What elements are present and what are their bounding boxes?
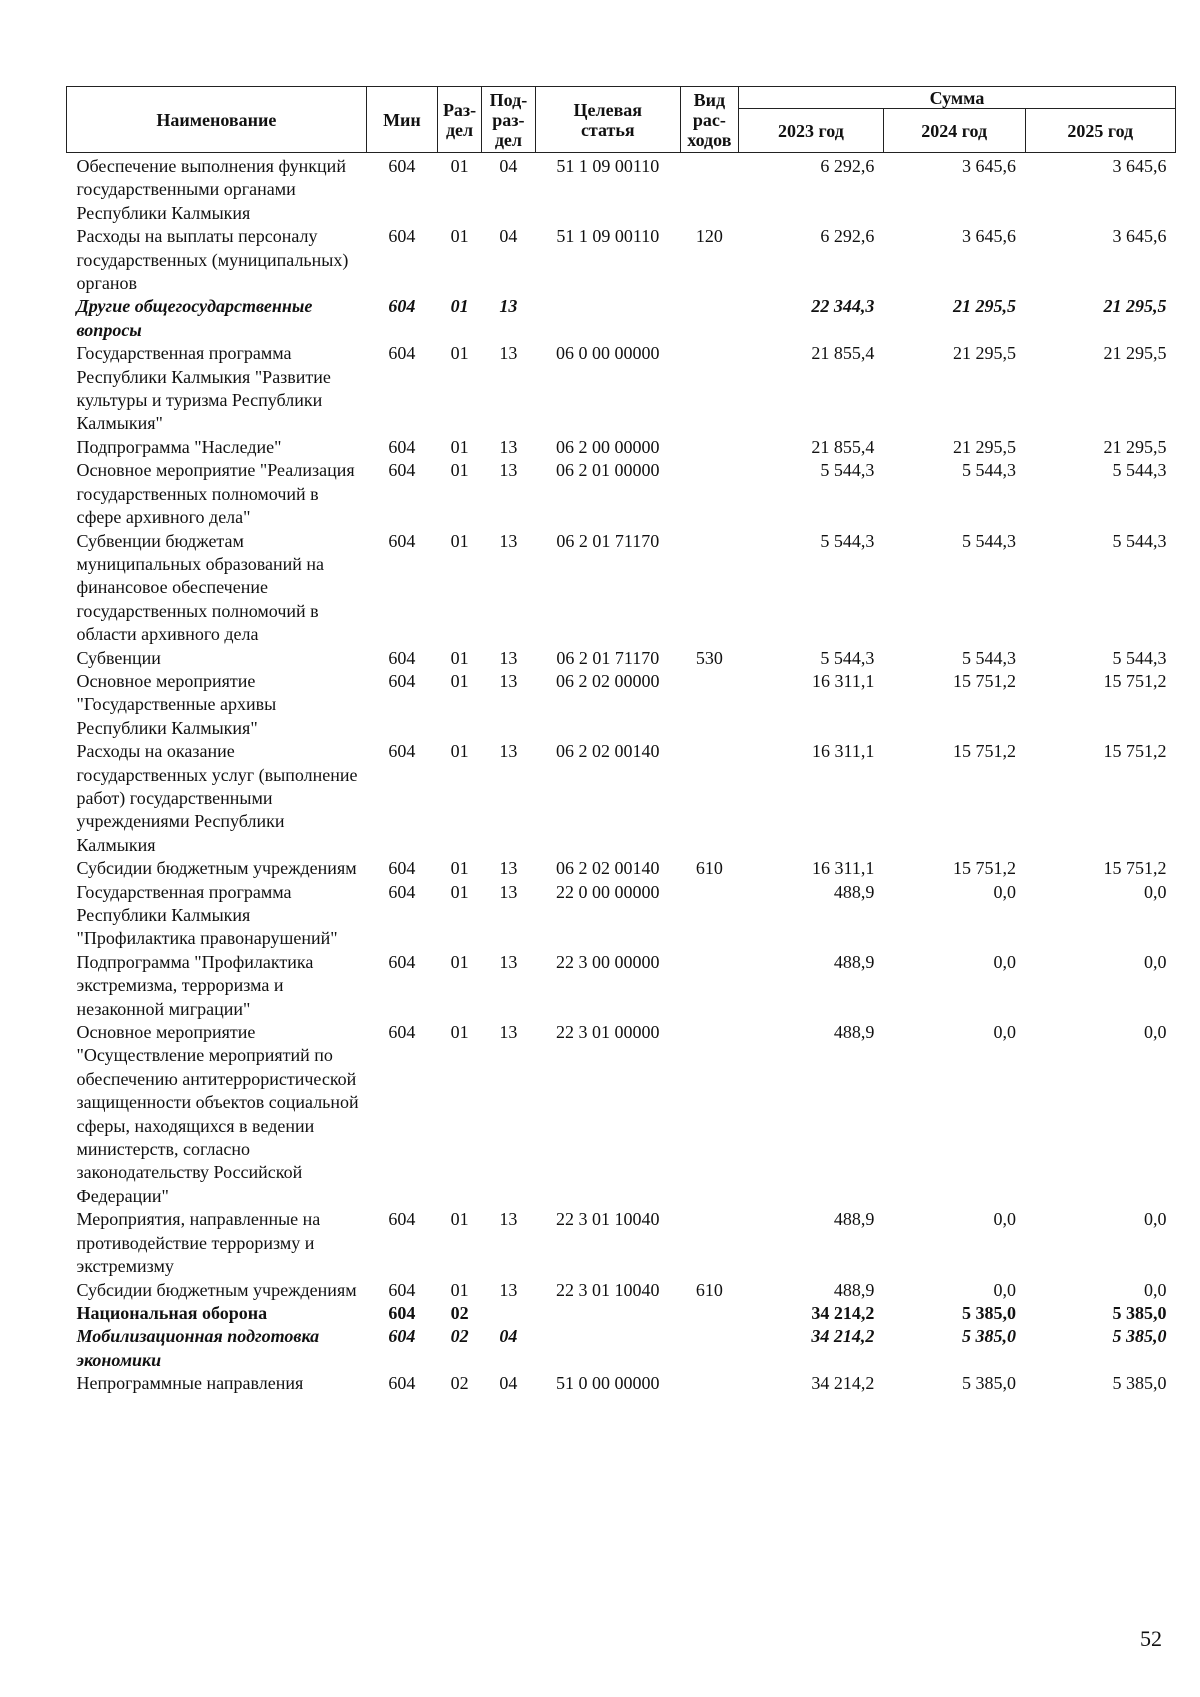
table-header	[67, 87, 1176, 153]
row-sum-2024: 0,0	[993, 881, 1017, 902]
row-sum-2025: 15 751,2	[1103, 858, 1167, 879]
row-razdel: 02	[450, 1326, 469, 1347]
row-vid: 120	[695, 226, 723, 247]
row-vid	[680, 951, 738, 1021]
row-sum-2023: 34 214,2	[811, 1326, 875, 1347]
row-sum-2024: 15 751,2	[953, 670, 1017, 691]
row-sum-2023: 5 544,3	[820, 647, 875, 668]
row-podrazdel: 13	[499, 858, 518, 879]
row-sum-2023: 5 544,3	[820, 530, 875, 551]
row-sum-2025: 3 645,6	[1112, 226, 1167, 247]
row-sum-2025: 5 385,0	[1112, 1326, 1167, 1347]
row-vid: 610	[695, 1279, 723, 1300]
row-sum-2024: 5 385,0	[962, 1326, 1017, 1347]
row-sum-2024: 5 544,3	[962, 647, 1017, 668]
row-name: Непрограммные направления	[76, 1373, 304, 1394]
table-row	[67, 153, 1176, 226]
row-name: Мероприятия, направленные на противодействие терроризму и экстремизму	[76, 1209, 321, 1277]
row-sum-2024: 21 295,5	[953, 343, 1017, 364]
row-vid	[680, 1372, 738, 1395]
row-article	[535, 1325, 680, 1372]
row-sum-2025: 5 385,0	[1112, 1302, 1167, 1323]
row-name: Другие общегосударственные вопросы	[76, 296, 313, 340]
table-row	[67, 1325, 1176, 1372]
row-article: 22 3 01 00000	[556, 1022, 660, 1043]
row-sum-2025: 0,0	[1144, 1022, 1167, 1043]
row-razdel: 01	[450, 436, 469, 457]
row-sum-2025: 0,0	[1144, 881, 1167, 902]
row-podrazdel	[482, 1302, 536, 1325]
row-razdel: 01	[450, 951, 469, 972]
row-name: Расходы на выплаты персоналу государственных (муниципальных) органов	[76, 226, 349, 294]
row-min: 604	[388, 436, 416, 457]
row-razdel: 01	[450, 156, 469, 176]
row-min: 604	[388, 530, 416, 551]
row-min: 604	[388, 460, 416, 481]
row-sum-2024: 15 751,2	[953, 741, 1017, 762]
row-min: 604	[388, 296, 416, 317]
row-vid	[680, 436, 738, 459]
row-min: 604	[388, 1373, 416, 1394]
row-name: Мобилизационная подготовка экономики	[76, 1326, 320, 1370]
header-razdel: Раз- дел	[438, 87, 482, 153]
row-vid	[680, 881, 738, 951]
row-podrazdel: 13	[499, 741, 518, 762]
table-row	[67, 857, 1176, 880]
table-row	[67, 1208, 1176, 1278]
budget-table	[66, 86, 1176, 1396]
row-razdel: 01	[450, 670, 469, 691]
row-razdel: 01	[450, 343, 469, 364]
row-article: 06 2 02 00140	[556, 858, 660, 879]
row-sum-2023: 488,9	[833, 1022, 875, 1043]
row-name: Основное мероприятие "Реализация государственных полномочий в сфере архивного дела"	[76, 460, 355, 528]
row-razdel: 01	[450, 1209, 469, 1230]
row-razdel: 01	[450, 530, 469, 551]
row-vid	[680, 1325, 738, 1372]
row-razdel: 01	[450, 226, 469, 247]
row-sum-2023: 21 855,4	[811, 343, 875, 364]
row-sum-2025: 5 544,3	[1112, 530, 1167, 551]
row-name: Государственная программа Республики Калмыкия "Развитие культуры и туризма Республики Калмыкия"	[76, 343, 331, 434]
row-article: 22 0 00 00000	[556, 881, 660, 902]
row-sum-2023: 22 344,3	[811, 296, 875, 317]
row-vid	[680, 153, 738, 226]
row-vid: 530	[695, 647, 723, 668]
page-number: 52	[1140, 1626, 1162, 1651]
row-sum-2023: 6 292,6	[820, 156, 875, 176]
row-podrazdel: 13	[499, 460, 518, 481]
row-sum-2025: 0,0	[1144, 951, 1167, 972]
row-podrazdel: 13	[499, 1022, 518, 1043]
row-sum-2023: 488,9	[833, 881, 875, 902]
row-min: 604	[388, 670, 416, 691]
table-row	[67, 1372, 1176, 1395]
row-sum-2025: 15 751,2	[1103, 741, 1167, 762]
row-sum-2023: 34 214,2	[811, 1373, 875, 1394]
row-podrazdel: 04	[499, 1373, 518, 1394]
row-razdel: 01	[450, 647, 469, 668]
row-podrazdel: 13	[499, 951, 518, 972]
row-sum-2025: 15 751,2	[1103, 670, 1167, 691]
table-row	[67, 342, 1176, 436]
row-podrazdel: 13	[499, 530, 518, 551]
row-sum-2024: 21 295,5	[953, 436, 1017, 457]
row-name: Подпрограмма "Профилактика экстремизма, терроризма и незаконной миграции"	[76, 951, 314, 1019]
row-article: 22 3 01 10040	[556, 1209, 660, 1230]
row-razdel: 01	[450, 1022, 469, 1043]
row-article	[535, 1302, 680, 1325]
row-sum-2023: 6 292,6	[820, 226, 875, 247]
header-2025: 2025 год	[1025, 109, 1175, 153]
row-sum-2025: 3 645,6	[1112, 156, 1167, 176]
row-name: Государственная программа Республики Калмыкия "Профилактика правонарушений"	[76, 881, 338, 949]
table-row	[67, 459, 1176, 529]
row-razdel: 01	[450, 1279, 469, 1300]
table-row	[67, 1021, 1176, 1208]
header-podrazdel: Под- раз- дел	[482, 87, 536, 153]
row-min: 604	[388, 1209, 416, 1230]
row-sum-2025: 5 385,0	[1112, 1373, 1167, 1394]
row-name: Расходы на оказание государственных услуг (выполнение работ) государственными учреждениями Республики Калмыкия	[76, 741, 358, 855]
row-sum-2025: 5 544,3	[1112, 460, 1167, 481]
row-razdel: 01	[450, 881, 469, 902]
header-article: Целевая статья	[535, 87, 680, 153]
row-podrazdel: 04	[499, 226, 518, 247]
row-min: 604	[388, 1302, 416, 1323]
row-podrazdel: 13	[499, 343, 518, 364]
row-article	[535, 295, 680, 342]
row-name: Национальная оборона	[76, 1302, 268, 1323]
header-summa: Сумма	[738, 87, 1175, 109]
row-sum-2023: 488,9	[833, 951, 875, 972]
row-sum-2023: 16 311,1	[812, 670, 875, 691]
row-sum-2024: 0,0	[993, 1209, 1017, 1230]
row-min: 604	[388, 156, 416, 176]
row-podrazdel: 04	[499, 156, 518, 176]
header-2024: 2024 год	[883, 109, 1025, 153]
row-sum-2024: 5 544,3	[962, 460, 1017, 481]
row-name: Обеспечение выполнения функций государственными органами Республики Калмыкия	[76, 156, 346, 223]
row-min: 604	[388, 741, 416, 762]
row-min: 604	[388, 881, 416, 902]
row-article: 51 0 00 00000	[556, 1373, 660, 1394]
row-sum-2025: 21 295,5	[1103, 296, 1167, 317]
row-sum-2023: 488,9	[833, 1279, 875, 1300]
row-podrazdel: 13	[499, 436, 518, 457]
row-article: 51 1 09 00110	[556, 156, 660, 176]
row-article: 22 3 00 00000	[556, 951, 660, 972]
row-vid	[680, 459, 738, 529]
table-row	[67, 670, 1176, 740]
row-razdel: 01	[450, 741, 469, 762]
row-min: 604	[388, 226, 416, 247]
row-podrazdel: 13	[499, 881, 518, 902]
row-article: 51 1 09 00110	[556, 226, 660, 247]
row-vid	[680, 1302, 738, 1325]
row-article: 06 2 02 00000	[556, 670, 660, 691]
row-article: 06 2 01 71170	[556, 647, 660, 668]
row-vid	[680, 530, 738, 647]
row-name: Основное мероприятие "Осуществление мероприятий по обеспечению антитеррористической защищенности объектов социальной сферы, находящихся в ведении министерств, согласно законодательству Российской Федерации"	[76, 1022, 359, 1206]
row-min: 604	[388, 1326, 416, 1347]
row-article: 06 2 01 71170	[556, 530, 660, 551]
row-vid	[680, 1021, 738, 1208]
row-razdel: 01	[450, 858, 469, 879]
row-sum-2025: 0,0	[1144, 1209, 1167, 1230]
header-name: Наименование	[67, 87, 367, 153]
row-min: 604	[388, 1279, 416, 1300]
row-podrazdel: 04	[499, 1326, 518, 1347]
row-name: Подпрограмма "Наследие"	[76, 436, 282, 457]
row-sum-2023: 21 855,4	[811, 436, 875, 457]
row-razdel: 01	[450, 296, 469, 317]
row-sum-2025: 5 544,3	[1112, 647, 1167, 668]
row-article: 22 3 01 10040	[556, 1279, 660, 1300]
row-sum-2024: 0,0	[993, 951, 1017, 972]
row-min: 604	[388, 647, 416, 668]
row-article: 06 0 00 00000	[556, 343, 660, 364]
row-vid	[680, 342, 738, 436]
row-vid	[680, 740, 738, 857]
row-sum-2023: 5 544,3	[820, 460, 875, 481]
row-razdel: 02	[450, 1373, 469, 1394]
row-podrazdel: 13	[499, 670, 518, 691]
row-article: 06 2 00 00000	[556, 436, 660, 457]
row-min: 604	[388, 343, 416, 364]
row-sum-2025: 0,0	[1144, 1279, 1167, 1300]
row-sum-2024: 21 295,5	[953, 296, 1017, 317]
row-sum-2025: 21 295,5	[1103, 436, 1167, 457]
row-vid: 610	[695, 858, 723, 879]
row-vid	[680, 670, 738, 740]
table-row	[67, 295, 1176, 342]
row-min: 604	[388, 951, 416, 972]
row-article: 06 2 02 00140	[556, 741, 660, 762]
row-name: Основное мероприятие "Государственные архивы Республики Калмыкия"	[76, 670, 277, 738]
row-sum-2024: 0,0	[993, 1279, 1017, 1300]
table-row	[67, 225, 1176, 295]
table-row	[67, 881, 1176, 951]
row-vid	[680, 1208, 738, 1278]
table-row	[67, 740, 1176, 857]
row-sum-2023: 16 311,1	[812, 741, 875, 762]
row-sum-2024: 5 385,0	[962, 1373, 1017, 1394]
table-row	[67, 1279, 1176, 1302]
row-vid	[680, 295, 738, 342]
row-name: Субсидии бюджетным учреждениям	[76, 1279, 357, 1300]
header-2023: 2023 год	[738, 109, 883, 153]
budget-table-page	[66, 86, 1176, 1396]
row-razdel: 02	[450, 1302, 469, 1323]
row-min: 604	[388, 858, 416, 879]
header-vid: Вид рас- ходов	[680, 87, 738, 153]
row-podrazdel: 13	[499, 1279, 518, 1300]
row-min: 604	[388, 1022, 416, 1043]
row-name: Субвенции	[76, 647, 161, 668]
table-row	[67, 647, 1176, 670]
row-sum-2023: 488,9	[833, 1209, 875, 1230]
row-sum-2024: 5 385,0	[962, 1302, 1017, 1323]
row-article: 06 2 01 00000	[556, 460, 660, 481]
row-sum-2024: 0,0	[993, 1022, 1017, 1043]
table-row	[67, 436, 1176, 459]
table-row	[67, 951, 1176, 1021]
row-sum-2024: 3 645,6	[962, 226, 1017, 247]
table-row	[67, 530, 1176, 647]
row-razdel: 01	[450, 460, 469, 481]
row-sum-2024: 15 751,2	[953, 858, 1017, 879]
row-sum-2024: 5 544,3	[962, 530, 1017, 551]
table-body	[67, 153, 1176, 1396]
row-sum-2023: 16 311,1	[812, 858, 875, 879]
header-min: Мин	[366, 87, 437, 153]
row-podrazdel: 13	[499, 296, 518, 317]
row-podrazdel: 13	[499, 1209, 518, 1230]
row-name: Субвенции бюджетам муниципальных образований на финансовое обеспечение государственных полномочий в области архивного дела	[76, 530, 325, 645]
row-sum-2025: 21 295,5	[1103, 343, 1167, 364]
row-name: Субсидии бюджетным учреждениям	[76, 858, 357, 879]
row-sum-2023: 34 214,2	[811, 1302, 875, 1323]
row-sum-2024: 3 645,6	[962, 156, 1017, 176]
row-podrazdel: 13	[499, 647, 518, 668]
table-row	[67, 1302, 1176, 1325]
